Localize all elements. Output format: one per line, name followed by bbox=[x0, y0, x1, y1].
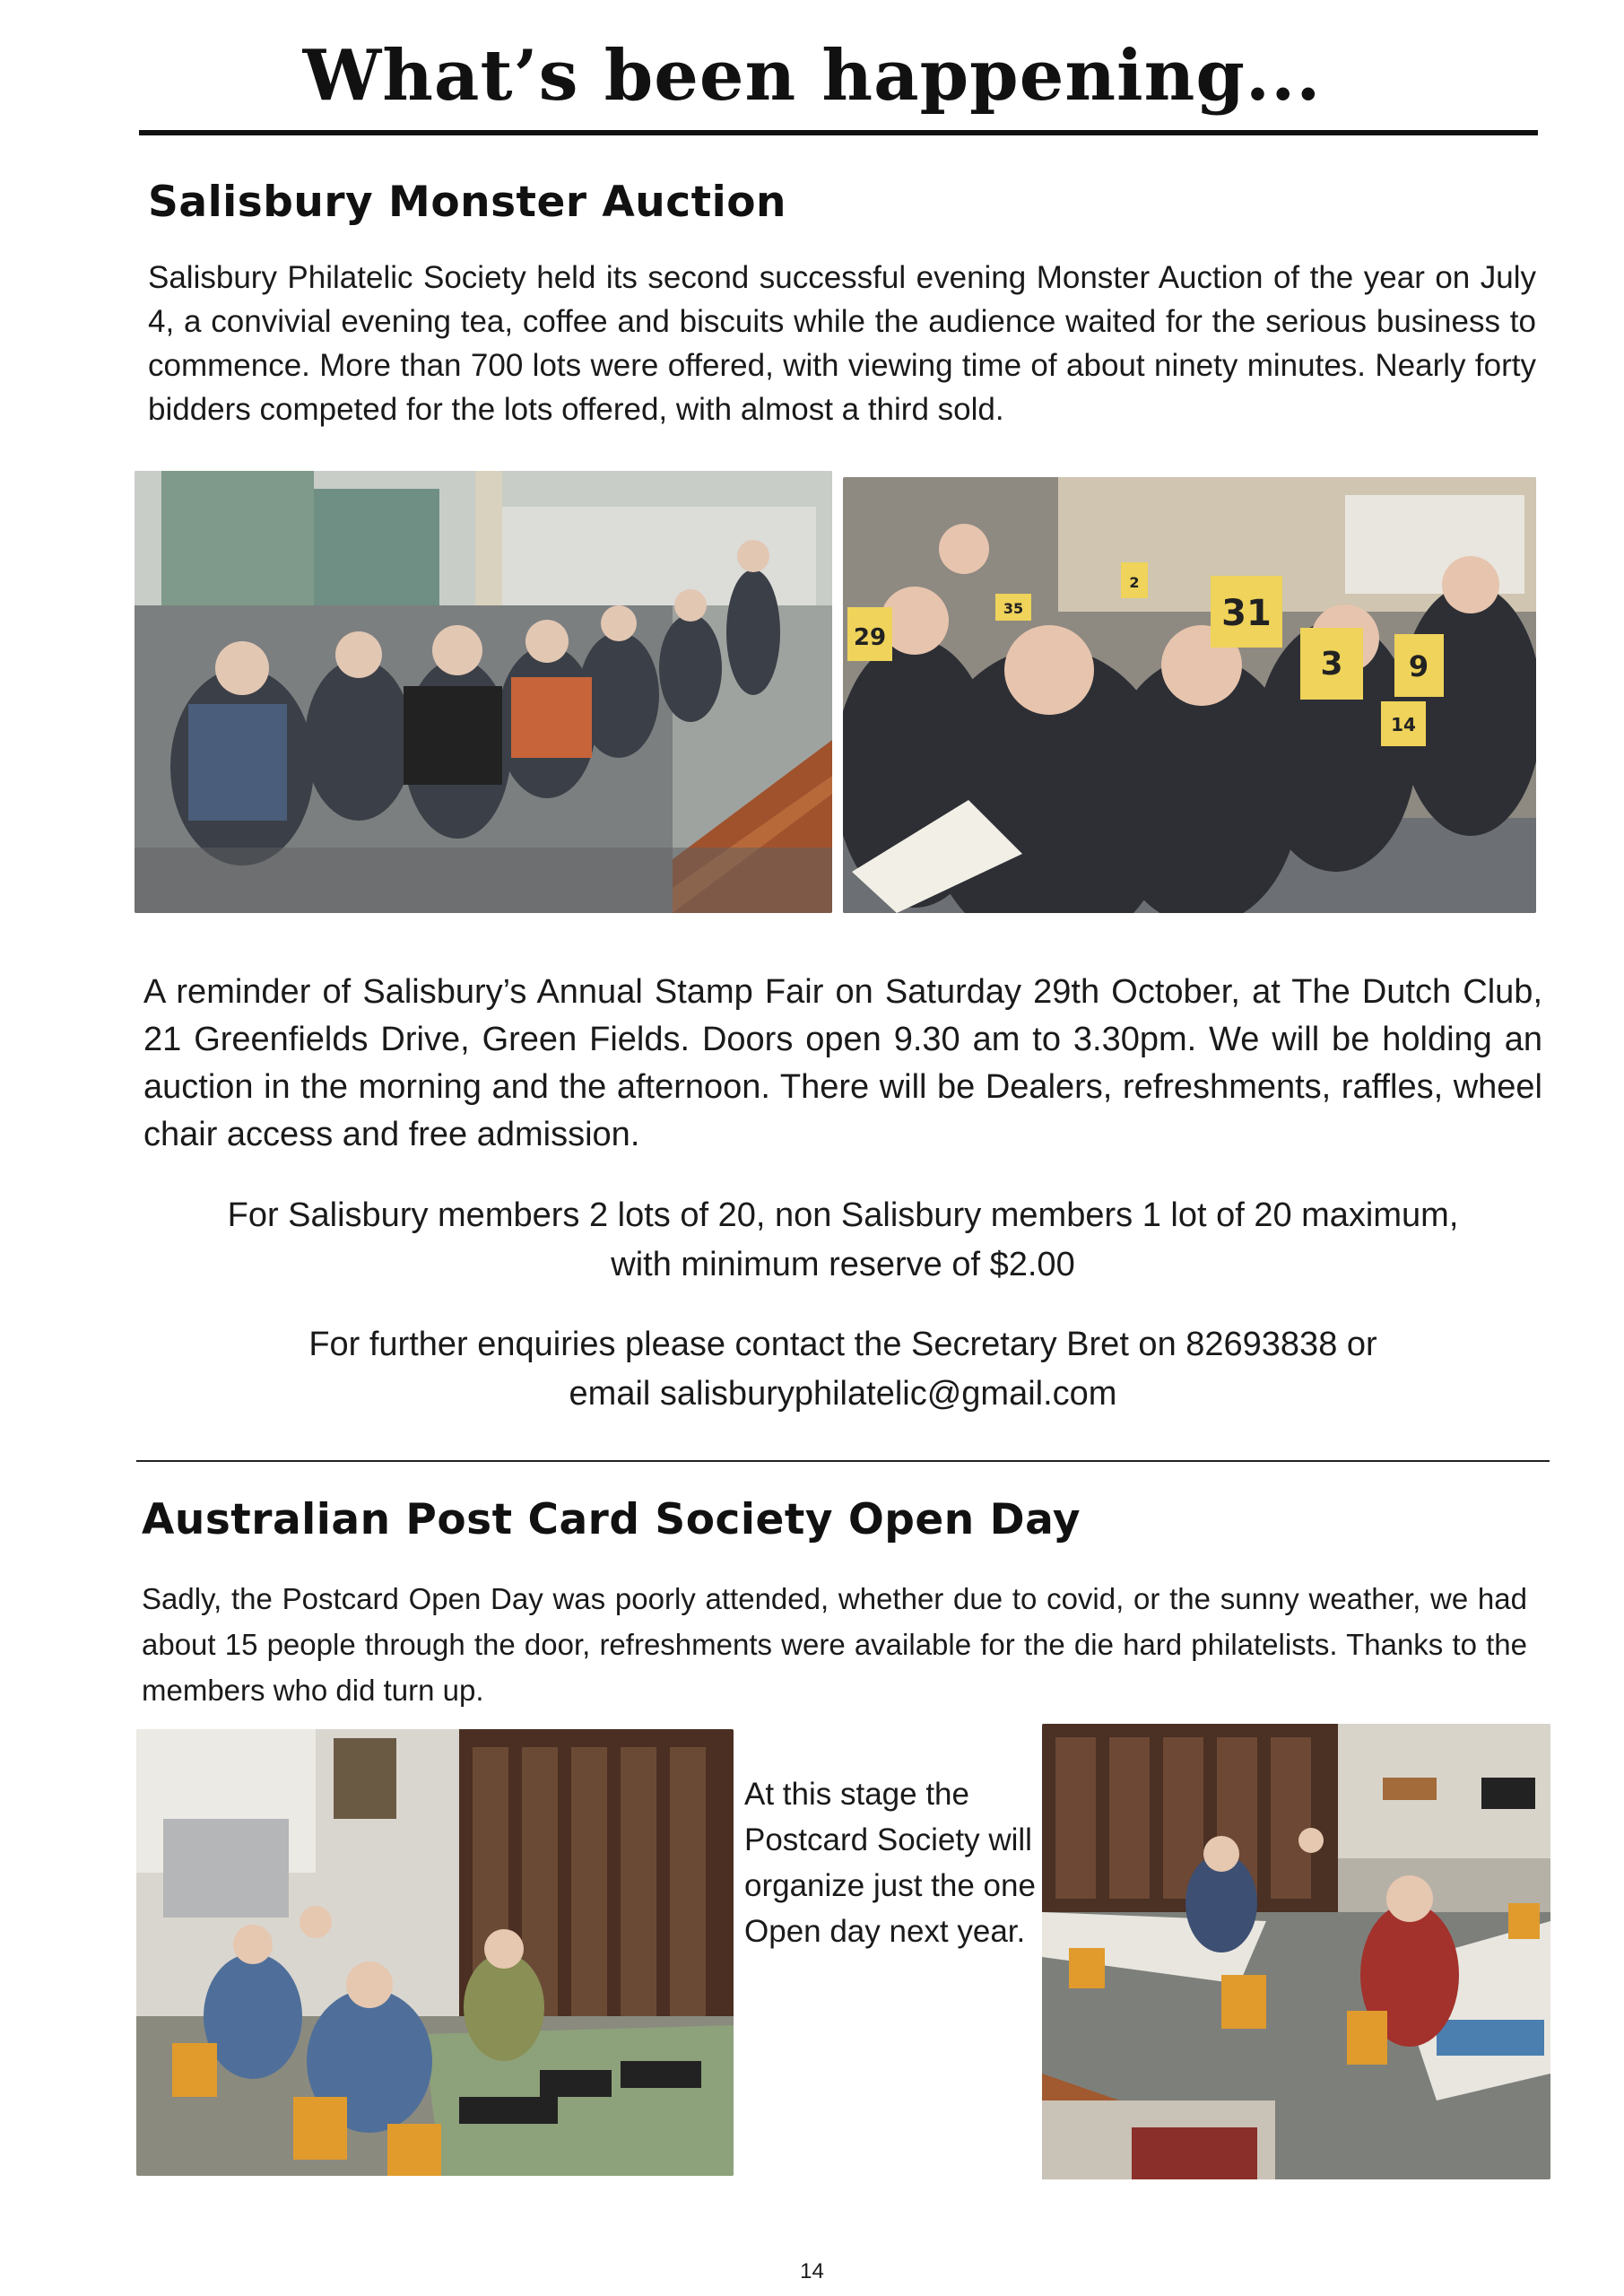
side-note-line: At this stage the bbox=[744, 1777, 969, 1812]
section-divider bbox=[136, 1460, 1550, 1462]
lots-info bbox=[143, 1191, 1542, 1290]
lots-info-line: with minimum reserve of $2.00 bbox=[611, 1246, 1075, 1283]
stamp-fair-reminder: A reminder of Salisbury’s Annual Stamp Fair on Saturday 29th October, at The Dutch Club, 21 Greenfields Drive, Green Fields. Doors open 9.30 am to 3.30pm. We will be holding an auction in the morning and the afternoon. There will be Dealers, refreshments, raffles, wheel chair access and free admission. bbox=[143, 973, 1542, 1153]
page-number: 14 bbox=[800, 2259, 824, 2283]
section-heading-auction: Salisbury Monster Auction bbox=[148, 178, 786, 227]
svg-text:14: 14 bbox=[1391, 714, 1416, 735]
title-divider bbox=[139, 130, 1538, 135]
contact-info-line: For further enquiries please contact the Secretary Bret on 82693838 or bbox=[308, 1326, 1377, 1363]
postcard-paragraph: Sadly, the Postcard Open Day was poorly attended, whether due to covid, or the sunny weather, we had about 15 people through the door, refreshments were available for the die hard philatelists. Thanks to the members who did turn up. bbox=[142, 1582, 1527, 1707]
open-day-hall-photo bbox=[1042, 1724, 1550, 2179]
svg-text:2: 2 bbox=[1129, 574, 1140, 591]
svg-text:9: 9 bbox=[1408, 649, 1429, 683]
lots-info-line: For Salisbury members 2 lots of 20, non Salisbury members 1 lot of 20 maximum, bbox=[227, 1196, 1459, 1234]
side-note-line: Open day next year. bbox=[744, 1914, 1026, 1949]
svg-text:31: 31 bbox=[1221, 593, 1272, 634]
page-title: What’s been happening... bbox=[302, 35, 1322, 117]
paddle-number: 29 bbox=[853, 624, 887, 651]
svg-text:35: 35 bbox=[1003, 600, 1024, 617]
svg-text:3: 3 bbox=[1320, 646, 1343, 683]
postcard-side-note bbox=[744, 1771, 1049, 1954]
auction-paragraph: Salisbury Philatelic Society held its second successful evening Monster Auction of the year on July 4, a convivial evening tea, coffee and biscuits while the audience waited for the serious business to commence. More than 700 lots were offered, with viewing time of about ninety minutes. Nearly forty bidders competed for the lots offered, with almost a third sold. bbox=[148, 260, 1536, 427]
auction-room-photo bbox=[135, 471, 832, 913]
contact-info bbox=[143, 1320, 1542, 1419]
side-note-line: Postcard Society will bbox=[744, 1822, 1032, 1857]
side-note-line: organize just the one bbox=[744, 1868, 1036, 1903]
section-heading-postcard: Australian Post Card Society Open Day bbox=[142, 1495, 1081, 1544]
bidders-paddles-photo bbox=[843, 477, 1536, 913]
contact-email[interactable]: email salisburyphilatelic@gmail.com bbox=[569, 1375, 1117, 1413]
open-day-tables-photo bbox=[136, 1729, 734, 2176]
